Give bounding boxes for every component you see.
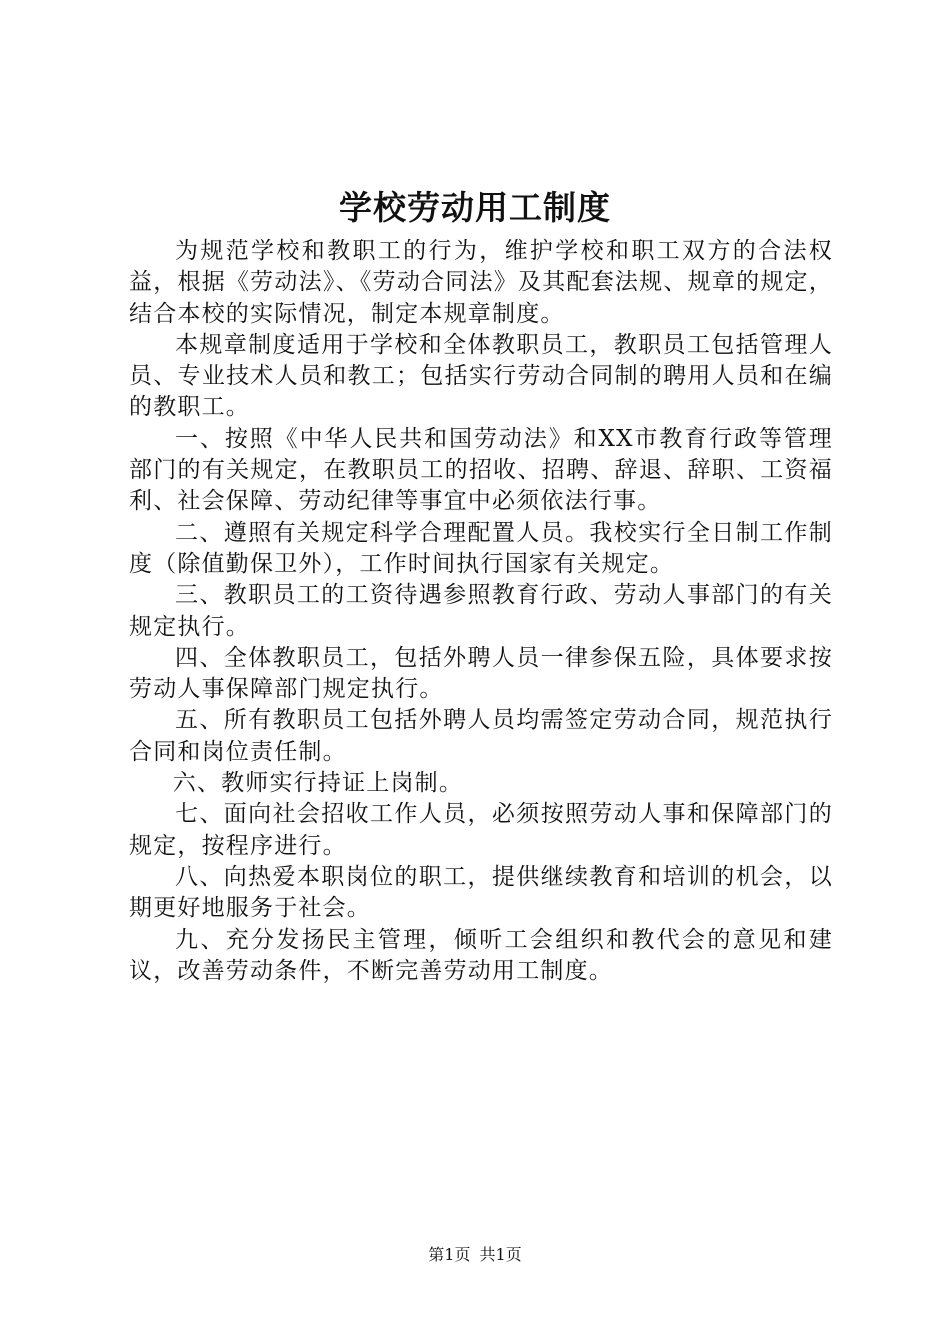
document-title: 学校劳动用工制度 (339, 188, 611, 227)
paragraph-clause-1: 一、按照《中华人民共和国劳动法》和XX市教育行政等管理部门的有关规定，在教职员工的招收、招聘、辞退、辞职、工资福利、社会保障、劳动纪律等事宜中必须依法行事。 (129, 425, 833, 515)
page-footer (0, 1244, 950, 1266)
paragraph-clause-4: 四、全体教职员工，包括外聘人员一律参保五险，具体要求按劳动人事保障部门规定执行。 (129, 644, 833, 703)
paragraph-scope: 本规章制度适用于学校和全体教职员工，教职员工包括管理人员、专业技术人员和教工；包括实行劳动合同制的聘用人员和在编的教职工。 (129, 331, 833, 421)
page-total: 共1页 (479, 1245, 522, 1264)
paragraph-clause-2: 二、遵照有关规定科学合理配置人员。我校实行全日制工作制度（除值勤保卫外），工作时间执行国家有关规定。 (129, 519, 833, 577)
paragraph-clause-7: 七、面向社会招收工作人员，必须按照劳动人事和保障部门的规定，按程序进行。 (129, 801, 833, 859)
paragraph-clause-9: 九、充分发扬民主管理，倾听工会组织和教代会的意见和建议，改善劳动条件，不断完善劳动用工制度。 (129, 926, 833, 984)
paragraph-clause-8: 八、向热爱本职岗位的职工，提供继续教育和培训的机会，以期更好地服务于社会。 (129, 863, 833, 922)
paragraph-clause-6: 六、教师实行持证上岗制。 (172, 770, 464, 797)
page-number: 第1页 (428, 1245, 471, 1264)
paragraph-clause-5: 五、所有教职员工包括外聘人员均需签定劳动合同，规范执行合同和岗位责任制。 (129, 707, 833, 765)
document-body (129, 236, 833, 987)
paragraph-preamble: 为规范学校和教职工的行为，维护学校和职工双方的合法权益，根据《劳动法》、《劳动合同法》及其配套法规、规章的规定，结合本校的实际情况，制定本规章制度。 (129, 238, 833, 327)
paragraph-clause-3: 三、教职员工的工资待遇参照教育行政、劳动人事部门的有关规定执行。 (129, 582, 833, 640)
